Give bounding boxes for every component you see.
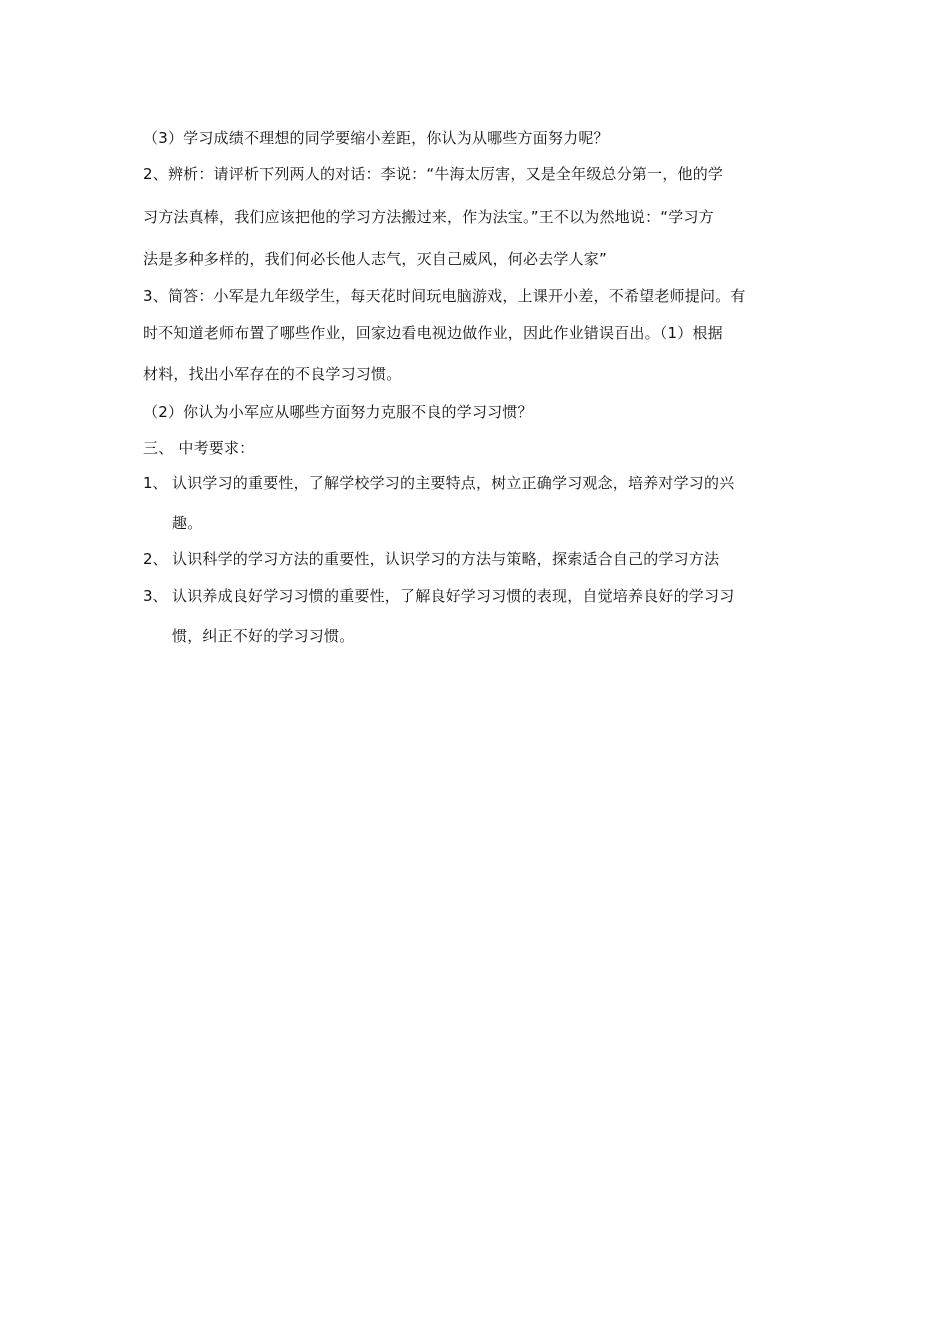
short-answer-line-3: 材料，找出小军存在的不良学习习惯。 [143, 365, 402, 383]
requirement-1-number: 1、 [143, 474, 168, 492]
question-3-sub: （3）学习成绩不理想的同学要缩小差距，你认为从哪些方面努力呢？ [143, 129, 609, 147]
short-answer-line-2: 时不知道老师布置了哪些作业，回家边看电视边做作业，因此作业错误百出。（1）根据 [143, 324, 723, 342]
requirement-3-line-1: 认识养成良好学习习惯的重要性，了解良好学习习惯的表现，自觉培养良好的学习习 [172, 587, 735, 605]
requirement-1-line-1: 认识学习的重要性，了解学校学习的主要特点，树立正确学习观念，培养对学习的兴 [172, 474, 735, 492]
requirement-2-number: 2、 [143, 550, 168, 568]
analysis-question-line-3: 法是多种多样的，我们何必长他人志气，灭自己威风，何必去学人家” [143, 250, 607, 268]
short-answer-part-2: （2）你认为小军应从哪些方面努力克服不良的学习习惯？ [143, 403, 533, 421]
short-answer-line-1: 3、简答：小军是九年级学生，每天花时间玩电脑游戏，上课开小差，不希望老师提问。有 [143, 287, 746, 305]
section-3-title: 三、 中考要求： [143, 439, 255, 457]
analysis-question-line-2: 习方法真棒，我们应该把他的学习方法搬过来，作为法宝。”王不以为然地说：“学习方 [143, 208, 714, 226]
requirement-1-line-2: 趣。 [172, 514, 203, 532]
requirement-2-line-1: 认识科学的学习方法的重要性，认识学习的方法与策略，探索适合自己的学习方法 [172, 550, 720, 568]
analysis-question-line-1: 2、辨析：请评析下列两人的对话：李说：“牛海太厉害，又是全年级总分第一，他的学 [143, 165, 724, 183]
requirement-3-line-2: 惯，纠正不好的学习习惯。 [172, 627, 355, 645]
requirement-3-number: 3、 [143, 587, 168, 605]
